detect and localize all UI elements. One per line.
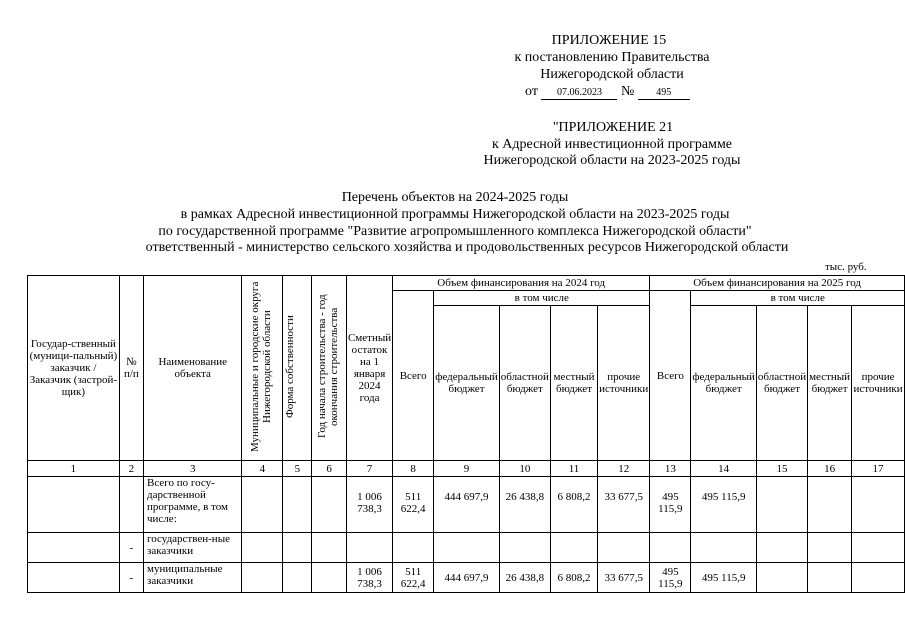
- cell-name: муниципальные заказчики: [144, 563, 242, 593]
- table-row: [28, 533, 905, 563]
- cell-local-2024: 6 808,2: [550, 563, 597, 593]
- colnum: 9: [434, 461, 500, 477]
- cell-federal-2024: 444 697,9: [434, 563, 500, 593]
- cell-total-2024: 511 622,4: [393, 477, 434, 533]
- colnum: 15: [756, 461, 807, 477]
- cell-federal-2024: [434, 533, 500, 563]
- cell-ownership: [283, 477, 312, 533]
- cell-municipal: [242, 563, 283, 593]
- cell-federal-2025: [691, 533, 757, 563]
- cell-years: [312, 477, 347, 533]
- cell-num: -: [119, 563, 143, 593]
- column-numbers-row: [28, 461, 905, 477]
- header-fin2024: Объем финансирования на 2024 год: [393, 276, 650, 291]
- appendix-line2: к постановлению Правительства: [514, 50, 710, 65]
- header-including-2024: в том числе: [434, 291, 650, 306]
- cell-other-2024: 33 677,5: [598, 563, 650, 593]
- cell-num: -: [119, 533, 143, 563]
- cell-customer: [28, 477, 120, 533]
- cell-regional-2025: [756, 563, 807, 593]
- header-federal-2025: федеральный бюджет: [691, 306, 757, 461]
- cell-customer: [28, 533, 120, 563]
- colnum: 11: [550, 461, 597, 477]
- header-local-2025: местный бюджет: [808, 306, 852, 461]
- cell-federal-2025: 495 115,9: [691, 477, 757, 533]
- cell-estimate: [346, 533, 392, 563]
- header-num: № п/п: [119, 276, 143, 461]
- header-municipal-text: Муниципальные и городские округа Нижегородской области: [249, 281, 274, 452]
- header-regional-2025: областной бюджет: [756, 306, 807, 461]
- number-sign: №: [620, 84, 635, 99]
- header-including-2025: в том числе: [691, 291, 905, 306]
- header-years-text: Год начала строительства - год окончания строительства: [316, 294, 341, 439]
- cell-total-2025: 495 115,9: [650, 563, 691, 593]
- header-other-2024: прочие источники: [598, 306, 650, 461]
- cell-num: [119, 477, 143, 533]
- header-local-2024: местный бюджет: [550, 306, 597, 461]
- header-estimate: Сметный остаток на 1 января 2024 года: [346, 276, 392, 461]
- cell-regional-2025: [756, 533, 807, 563]
- colnum: 13: [650, 461, 691, 477]
- cell-local-2025: [808, 533, 852, 563]
- cell-municipal: [242, 477, 283, 533]
- cell-ownership: [283, 563, 312, 593]
- header-total-2025: Всего: [650, 291, 691, 461]
- cell-regional-2024: [499, 533, 550, 563]
- objects-table: [27, 275, 905, 593]
- cell-total-2024: [393, 533, 434, 563]
- cell-local-2025: [808, 477, 852, 533]
- heading-line1: Перечень объектов на 2024-2025 годы: [341, 190, 569, 205]
- cell-other-2025: [852, 533, 905, 563]
- cell-federal-2025: 495 115,9: [691, 563, 757, 593]
- cell-total-2024: 511 622,4: [393, 563, 434, 593]
- heading-line4: ответственный - министерство сельского хозяйства и продовольственных ресурсов Нижегородской области: [145, 240, 789, 255]
- cell-years: [312, 563, 347, 593]
- colnum: 16: [808, 461, 852, 477]
- cell-other-2025: [852, 477, 905, 533]
- cell-name: государствен-ные заказчики: [144, 533, 242, 563]
- cell-other-2024: 33 677,5: [598, 477, 650, 533]
- header-ownership: [283, 276, 312, 461]
- cell-ownership: [283, 533, 312, 563]
- cell-local-2024: 6 808,2: [550, 477, 597, 533]
- header-federal-2024: федеральный бюджет: [434, 306, 500, 461]
- colnum: 3: [144, 461, 242, 477]
- cell-years: [312, 533, 347, 563]
- cell-total-2025: [650, 533, 691, 563]
- cell-regional-2025: [756, 477, 807, 533]
- cell-estimate: 1 006 738,3: [346, 477, 392, 533]
- cell-total-2025: 495 115,9: [650, 477, 691, 533]
- date-prefix: от: [525, 84, 538, 99]
- appendix-date-row: [525, 84, 690, 100]
- appendix21-line2: к Адресной инвестиционной программе: [491, 137, 733, 152]
- appendix-line3: Нижегородской области: [540, 67, 684, 82]
- cell-customer: [28, 563, 120, 593]
- cell-regional-2024: 26 438,8: [499, 477, 550, 533]
- appendix21-line3: Нижегородской области на 2023-2025 годы: [483, 153, 741, 168]
- colnum: 5: [283, 461, 312, 477]
- table-row: [28, 563, 905, 593]
- header-years: [312, 276, 347, 461]
- colnum: 1: [28, 461, 120, 477]
- units-label: тыс. руб.: [825, 261, 867, 273]
- header-name: Наименование объекта: [144, 276, 242, 461]
- cell-local-2024: [550, 533, 597, 563]
- number-field: 495: [638, 87, 690, 100]
- cell-other-2025: [852, 563, 905, 593]
- cell-name: Всего по госу-дарственной программе, в том числе:: [144, 477, 242, 533]
- header-total-2024: Всего: [393, 291, 434, 461]
- colnum: 12: [598, 461, 650, 477]
- header-municipal: [242, 276, 283, 461]
- cell-federal-2024: 444 697,9: [434, 477, 500, 533]
- heading-line2: в рамках Адресной инвестиционной программы Нижегородской области на 2023-2025 годы: [180, 207, 730, 222]
- header-fin2025: Объем финансирования на 2025 год: [650, 276, 905, 291]
- colnum: 8: [393, 461, 434, 477]
- cell-municipal: [242, 533, 283, 563]
- heading-line3: по государственной программе "Развитие агропромышленного комплекса Нижегородской области": [158, 224, 752, 239]
- header-other-2025: прочие источники: [852, 306, 905, 461]
- appendix21-title: "ПРИЛОЖЕНИЕ 21: [552, 120, 674, 135]
- header-customer: Государ-ственный (муници-пальный) заказчик / Заказчик (застрой-щик): [28, 276, 120, 461]
- cell-other-2024: [598, 533, 650, 563]
- colnum: 10: [499, 461, 550, 477]
- colnum: 14: [691, 461, 757, 477]
- table-row: [28, 477, 905, 533]
- appendix-title: ПРИЛОЖЕНИЕ 15: [551, 33, 667, 48]
- cell-local-2025: [808, 563, 852, 593]
- colnum: 6: [312, 461, 347, 477]
- date-field: 07.06.2023: [541, 87, 617, 100]
- colnum: 2: [119, 461, 143, 477]
- header-ownership-text: Форма собственности: [284, 315, 297, 418]
- cell-regional-2024: 26 438,8: [499, 563, 550, 593]
- cell-estimate: 1 006 738,3: [346, 563, 392, 593]
- header-regional-2024: областной бюджет: [499, 306, 550, 461]
- colnum: 7: [346, 461, 392, 477]
- colnum: 17: [852, 461, 905, 477]
- colnum: 4: [242, 461, 283, 477]
